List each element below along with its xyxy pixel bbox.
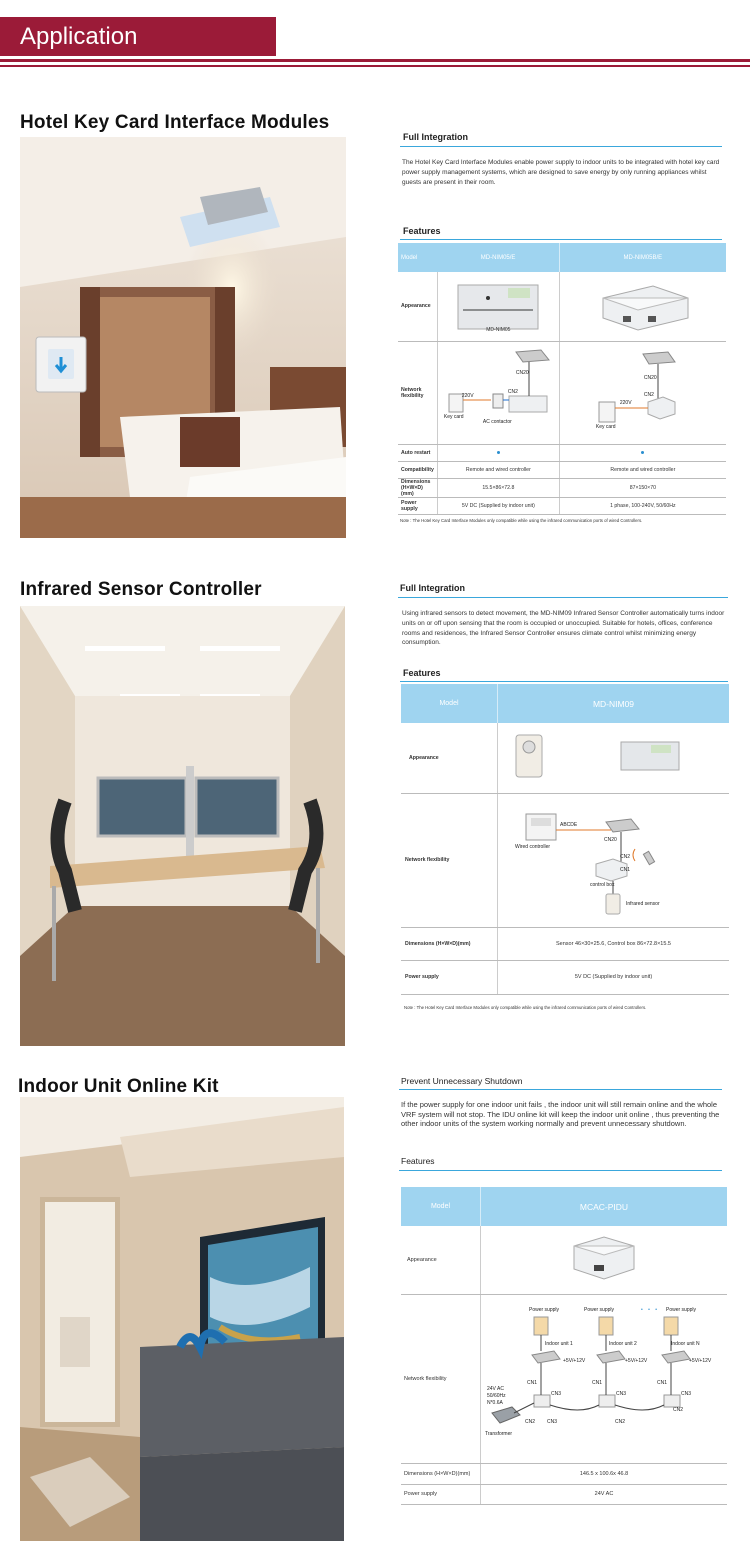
header-rule-thick bbox=[0, 59, 750, 62]
appearance-image-nim05 bbox=[437, 272, 559, 341]
power-label: Power supply bbox=[401, 1484, 481, 1504]
compat-label: Compatibility bbox=[398, 461, 437, 478]
header-rule-thin bbox=[0, 65, 750, 67]
table-row bbox=[398, 272, 726, 341]
power-label: Power supply bbox=[398, 497, 437, 514]
table-row bbox=[401, 1226, 727, 1294]
model-name: MCAC-PIDU bbox=[481, 1187, 728, 1226]
table-row bbox=[398, 243, 726, 272]
keycard-integration-title: Full Integration bbox=[403, 132, 468, 142]
table-row: Dimensions (H×W×D)(mm) Sensor 46×30×25.6, Control box 86×72.8×15.5 bbox=[401, 927, 729, 960]
keycard-spec-table bbox=[398, 243, 726, 515]
page-title: Application bbox=[20, 23, 138, 50]
appearance-image-nim05b bbox=[559, 272, 726, 341]
model-label: Model bbox=[401, 1187, 481, 1226]
section-title-online-kit: Indoor Unit Online Kit bbox=[18, 1076, 219, 1097]
online-kit-integration-underline bbox=[399, 1089, 722, 1090]
office-photo bbox=[20, 606, 345, 1046]
table-row: Dimensions (H×W×D)(mm) 146.5 x 100.6x 46.8 bbox=[401, 1463, 727, 1484]
appearance-label: Appearance bbox=[401, 1226, 481, 1294]
table-row: Dimensions (H×W×D) (mm) 15.5×86×72.8 87×150×70 bbox=[398, 478, 726, 497]
infrared-note: Note : The Hotel Key Card Interface Modules only compatible while using the infrared communication ports of wired Controllers. bbox=[404, 1005, 647, 1010]
auto-restart-label: Auto restart bbox=[398, 444, 437, 461]
device-tag: MD-NIM05 bbox=[486, 326, 511, 333]
network-diagram-nim09: Wired controller ABCDE CN20 CN2 CN1 control box Infrared sensor bbox=[498, 793, 730, 927]
keycard-integration-underline bbox=[400, 146, 722, 147]
network-label: Network flexibility bbox=[401, 1294, 481, 1463]
model-label: Model bbox=[401, 684, 498, 723]
appearance-image-nim09 bbox=[498, 723, 730, 793]
online-kit-spec-table bbox=[401, 1187, 727, 1505]
check-dot-icon bbox=[641, 451, 644, 454]
section-title-infrared: Infrared Sensor Controller bbox=[20, 579, 262, 600]
table-row: Power supply 24V AC bbox=[401, 1484, 727, 1504]
online-kit-features-underline bbox=[399, 1170, 722, 1171]
table-row bbox=[401, 1187, 727, 1226]
model-name: MD-NIM09 bbox=[498, 684, 730, 723]
table-row: Power supply 5V DC (Supplied by indoor unit) bbox=[401, 960, 729, 994]
ellipsis-dots: • • • bbox=[641, 1306, 660, 1313]
keycard-note: Note : The Hotel Key Card Interface Modules only compatible while using the infrared communication ports of wired Controllers. bbox=[400, 518, 643, 523]
online-kit-integration-text: If the power supply for one indoor unit fails , the indoor unit will still remain online and the whole VRF system will not stop. The IDU online kit will keep the indoor unit online , thus preventing the other indoor units of the system working normally and prevent unnecessary shutdown. bbox=[401, 1100, 720, 1129]
table-row bbox=[398, 444, 726, 461]
hotel-room-photo bbox=[20, 137, 346, 538]
table-row bbox=[401, 684, 729, 723]
infrared-integration-text: Using infrared sensors to detect movement, the MD-NIM09 Infrared Sensor Controller automatically turns indoor units on or off upon sensing that the room is occupied or unoccupied. Suitable for hotels, offices, conference rooms and residences, the Infrared Sensor Controller ensures climate control whilst minimizing energy consumption. bbox=[402, 610, 725, 647]
section-title-keycard: Hotel Key Card Interface Modules bbox=[20, 112, 330, 133]
table-row: Power supply 5V DC (Supplied by indoor unit) 1 phase, 100-240V, 50/60Hz bbox=[398, 497, 726, 514]
online-kit-integration-title: Prevent Unnecessary Shutdown bbox=[401, 1076, 523, 1086]
dim-label: Dimensions (H×W×D)(mm) bbox=[401, 927, 498, 960]
infrared-features-underline bbox=[400, 681, 728, 682]
model-name: MD-NIM05/E bbox=[437, 243, 559, 272]
infrared-spec-table bbox=[401, 684, 729, 995]
dim-label: Dimensions (H×W×D) (mm) bbox=[398, 478, 437, 497]
network-diagram-pidu: Power supply Power supply • • • Power supply Indoor unit 1 Indoor unit 2 Indoor unit N +5V/+12V +5V/+12V +5V/+12V CN1 CN1 CN1 CN3 CN3 CN3 CN2 CN2 CN3 CN2 24V AC 50/60Hz N*0.6A Transformer bbox=[481, 1294, 728, 1463]
table-row bbox=[401, 723, 729, 793]
network-label: Network flexibility bbox=[398, 341, 437, 444]
power-label: Power supply bbox=[401, 960, 498, 994]
keycard-features-underline bbox=[400, 239, 722, 240]
online-kit-features-title: Features bbox=[401, 1156, 435, 1166]
appearance-label: Appearance bbox=[401, 723, 498, 793]
keycard-integration-text: The Hotel Key Card Interface Modules enable power supply to indoor units to be integrated with hotel key card power supply management systems, which are designed to save energy by only running appliances whilst guests are present in their room. bbox=[402, 159, 720, 186]
infrared-features-title: Features bbox=[403, 668, 441, 678]
dim-label: Dimensions (H×W×D)(mm) bbox=[401, 1463, 481, 1484]
application-banner bbox=[0, 17, 276, 56]
table-row bbox=[398, 341, 726, 444]
model-name: MD-NIM05B/E bbox=[559, 243, 726, 272]
infrared-integration-underline bbox=[398, 597, 728, 598]
table-row bbox=[401, 793, 729, 927]
appearance-label: Appearance bbox=[398, 272, 437, 341]
keycard-features-title: Features bbox=[403, 226, 441, 236]
appearance-image-pidu bbox=[481, 1226, 728, 1294]
living-room-photo bbox=[20, 1097, 344, 1541]
model-label: Model bbox=[398, 243, 437, 272]
network-diagram-nim05b: CN20 CN2 220V Key card bbox=[559, 341, 726, 444]
infrared-integration-title: Full Integration bbox=[400, 583, 465, 593]
check-dot-icon bbox=[497, 451, 500, 454]
network-label: Network flexibility bbox=[401, 793, 498, 927]
table-row: Compatibility Remote and wired controller Remote and wired controller bbox=[398, 461, 726, 478]
table-row bbox=[401, 1294, 727, 1463]
network-diagram-nim05: CN20 CN2 220V Key card AC contactor bbox=[437, 341, 559, 444]
